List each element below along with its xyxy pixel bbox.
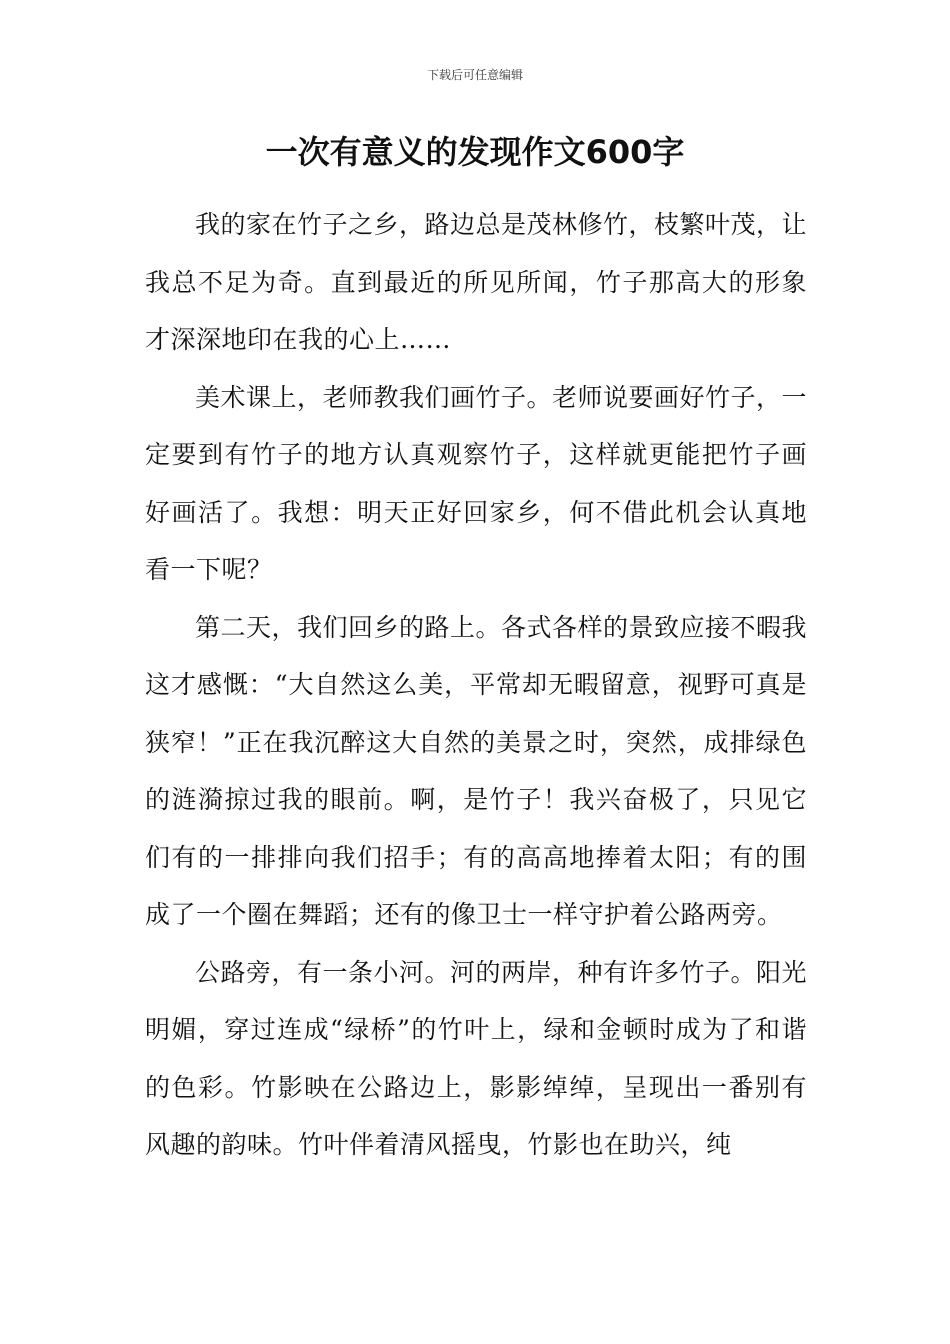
paragraph-2: 美术课上，老师教我们画竹子。老师说要画好竹子，一定要到有竹子的地方认真观察竹子，这样就更能把竹子画好画活了。我想：明天正好回家乡，何不借此机会认真地看一下呢？ [145, 382, 808, 584]
paragraph-1: 我的家在竹子之乡，路边总是茂林修竹，枝繁叶茂，让我总不足为奇。直到最近的所见所闻，竹子那高大的形象才深深地印在我的心上…… [145, 210, 808, 354]
essay-body [145, 196, 807, 1174]
paragraph-4: 公路旁，有一条小河。河的两岸，种有许多竹子。阳光明媚，穿过连成“绿桥”的竹叶上，绿和金顿时成为了和谐的色彩。竹影映在公路边上，影影绰绰，呈现出一番别有风趣的韵味。竹叶伴着清风摇曳，竹影也在助兴，纯 [145, 957, 808, 1159]
document-title: 一次有意义的发现作文600字 [265, 133, 685, 171]
paragraph-3: 第二天，我们回乡的路上。各式各样的景致应接不暇我这才感慨：“大自然这么美，平常却无暇留意，视野可真是狭窄！”正在我沉醉这大自然的美景之时，突然，成排绿色的涟漪掠过我的眼前。啊，是竹子！我兴奋极了，只见它们有的一排排向我们招手；有的高高地捧着太阳；有的围成了一个圈在舞蹈；还有的像卫士一样守护着公路两旁。 [145, 612, 808, 929]
header-note: 下载后可任意编辑 [426, 68, 523, 82]
